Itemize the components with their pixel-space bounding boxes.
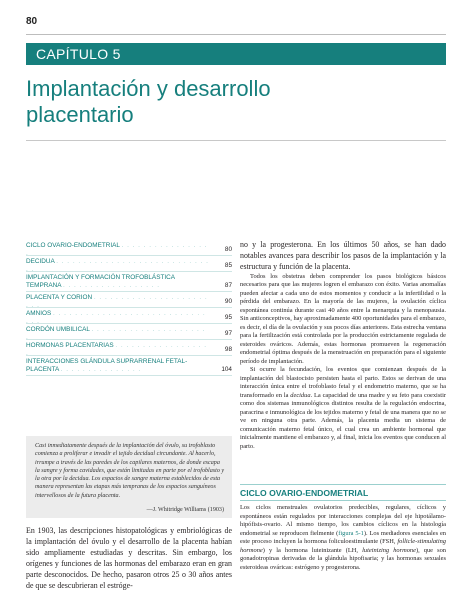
toc-item-label: CORDÓN UMBILICAL xyxy=(26,326,90,333)
toc-item-label: INTERACCIONES GLÁNDULA SUPRARRENAL FETAL-PLACENTA xyxy=(26,358,188,373)
section-bottom-rule xyxy=(240,500,446,501)
chapter-title-line2: placentario xyxy=(26,102,134,127)
toc-item[interactable]: IMPLANTACIÓN Y FORMACIÓN TROFOBLÁSTICA TEMPRANA . . . . . . . . . . . . . . . . . . 87 xyxy=(26,272,232,292)
chapter-title-line1: Implantación y desarrollo xyxy=(26,76,271,101)
emphasis-term: luteinizing hormone xyxy=(362,546,416,554)
body-paragraph: Todos los obstetras deben comprender los pasos biológicos básicos necesarios para que las mujeres logren el embarazo con éxito. Varias anomalías pueden afectar a cada uno de estos momentos y conducir a la infertilidad o la pérdida del embarazo. En la mayoría de las mujeres, la ovulación cíclica espontánea continúa durante casi 40 años entre la menarquia y la menopausia. Sin anticonceptivos, hay aproximadamente 400 oportunidades para el embarazo, es decir, el día de la ovulación y sus pocos días anteriores. Esta estrecha ventana para la fertilización está controlada por la producción estrictamente regulada de esteroides ováricos. Además, estas hormonas promueven la regeneración endometrial óptima después de la menstruación en preparación para el siguiente período de implantación. xyxy=(240,272,446,365)
chapter-title xyxy=(26,76,406,128)
toc-item-page: 80 xyxy=(224,246,232,253)
toc-item[interactable]: PLACENTA Y CORION . . . . . . . . . . . . . . . . . . . . . . . . 90 xyxy=(26,294,232,309)
section-top-rule xyxy=(240,484,446,485)
toc-item-label: IMPLANTACIÓN Y FORMACIÓN TROFOBLÁSTICA TEMPRANA xyxy=(26,274,175,289)
toc-item-page: 85 xyxy=(224,262,232,269)
toc-item[interactable]: CORDÓN UMBILICAL . . . . . . . . . . . . . . . . . . . . . . 97 xyxy=(26,326,232,341)
toc-item[interactable]: DECIDUA . . . . . . . . . . . . . . . . . . . . . . . . . . . . . . 85 xyxy=(26,258,232,273)
epigraph-attribution: —J. Whitridge Williams (1903) xyxy=(146,507,224,513)
toc-item-label: PLACENTA Y CORION xyxy=(26,294,93,301)
right-column-text xyxy=(240,240,446,451)
title-divider xyxy=(26,140,446,141)
text-run: ), que son gonadotropinas derivadas de la glándula hipofisaria; y las hormonas sexuales esteroideas ováricas: estrógeno y progesterona. xyxy=(240,546,447,571)
text-run: Si ocurre la fecundación, los eventos que comienzan después de la implantación del blastocisto persisten hasta el parto. Estos se derivan de una interacción única entre el trofoblasto fetal y el endometrio materno, que se ha transformado en la xyxy=(240,366,446,399)
text-run: ). Los mediadores esenciales en este proceso incluyen la hormona foliculoestimulante (FSH, xyxy=(240,529,446,545)
body-paragraph xyxy=(240,366,446,451)
toc-item-page: 104 xyxy=(221,366,232,373)
toc-item-page: 90 xyxy=(224,298,232,305)
toc-item[interactable]: CICLO OVARIO-ENDOMETRIAL . . . . . . . . . . . . . . . . . 80 xyxy=(26,242,232,257)
emphasis-decidua: decidua xyxy=(290,391,311,399)
chapter-label: CAPÍTULO 5 xyxy=(36,46,121,62)
toc-item-label: HORMONAS PLACENTARIAS xyxy=(26,342,114,349)
toc-item[interactable]: HORMONAS PLACENTARIAS . . . . . . . . . . . . . . . . . . 98 xyxy=(26,342,232,357)
intro-paragraph: En 1903, las descripciones histopatológicas y embriológicas de la implantación del óvulo y el desarrollo de la placenta habían sido ampliamente estudiadas y descritas. Sin embargo, los orígenes y funciones de las hormonas del embarazo eran en gran parte desconocidos. De hecho, pasaron otros 25 o 30 años antes de que se descubrieran el estróge- xyxy=(26,526,232,590)
top-divider xyxy=(26,34,446,35)
toc-item[interactable]: AMNIOS . . . . . . . . . . . . . . . . . . . . . . . . . . . . . . . 95 xyxy=(26,310,232,325)
text-run: ) y la hormona luteinizante (LH, xyxy=(262,546,363,554)
toc-item-label: AMNIOS xyxy=(26,310,52,317)
chapter-banner xyxy=(26,43,446,65)
intro-continuation: no y la progesterona. En los últimos 50 años, se han dado notables avances para describir los pasos de la implantación y la estructura y función de la placenta. xyxy=(240,240,446,271)
section-body xyxy=(240,504,446,572)
toc-item-page: 87 xyxy=(224,282,232,289)
figure-link[interactable]: figura 5-1 xyxy=(338,529,364,537)
page-number: 80 xyxy=(26,16,38,27)
epigraph-text: Casi inmediatamente después de la implantación del óvulo, su trofoblasto comienza a proliferar e invadir el tejido decidual circundante. Al hacerlo, irrumpe a través de las paredes de los capilares maternos, de donde escapa la sangre y forma cavidades, que están limitadas en parte por el trofoblasto y la otra por la decidua. Los espacios de sangre materna establecidos de esta manera representan las etapas más tempranas de los espacios sanguíneos intervellosos de la futura placenta. xyxy=(35,443,225,499)
emphasis-term: follicle-stimulating hormone xyxy=(240,538,446,554)
toc-item-page: 98 xyxy=(224,346,232,353)
toc-item-label: DECIDUA xyxy=(26,258,55,265)
toc-item-page: 97 xyxy=(224,330,232,337)
toc-item[interactable]: INTERACCIONES GLÁNDULA SUPRARRENAL FETAL-PLACENTA . . . . . . . . . . . . . . . 104 xyxy=(26,356,232,376)
epigraph-box xyxy=(26,436,232,518)
text-run: . La capacidad de una madre y su feto para coexistir como dos sistemas inmunológicos distintos resulta de la regulación endocrina, paracrina e inmunológica de los tejidos materno y fetal de una manera que no se ve en ninguna otra parte. Además, la placenta media un sistema de comunicación materno fetal único, el cual crea un ambiente hormonal que inicialmente mantiene el embarazo y, al final, inicia los eventos que conducen al parto. xyxy=(240,391,446,450)
table-of-contents xyxy=(26,240,232,376)
toc-item-page: 95 xyxy=(224,314,232,321)
toc-item-label: CICLO OVARIO-ENDOMETRIAL xyxy=(26,242,120,249)
text-run: Los ciclos menstruales ovulatorios predecibles, regulares, cíclicos y espontáneos están regulados por interacciones complejas del eje hipotálamo-hipófisis-ovario. Al mismo tiempo, los cambios cíclicos en la histología endometrial se reproducen fielmente ( xyxy=(240,504,446,537)
section-heading: CICLO OVARIO-ENDOMETRIAL xyxy=(240,488,369,498)
